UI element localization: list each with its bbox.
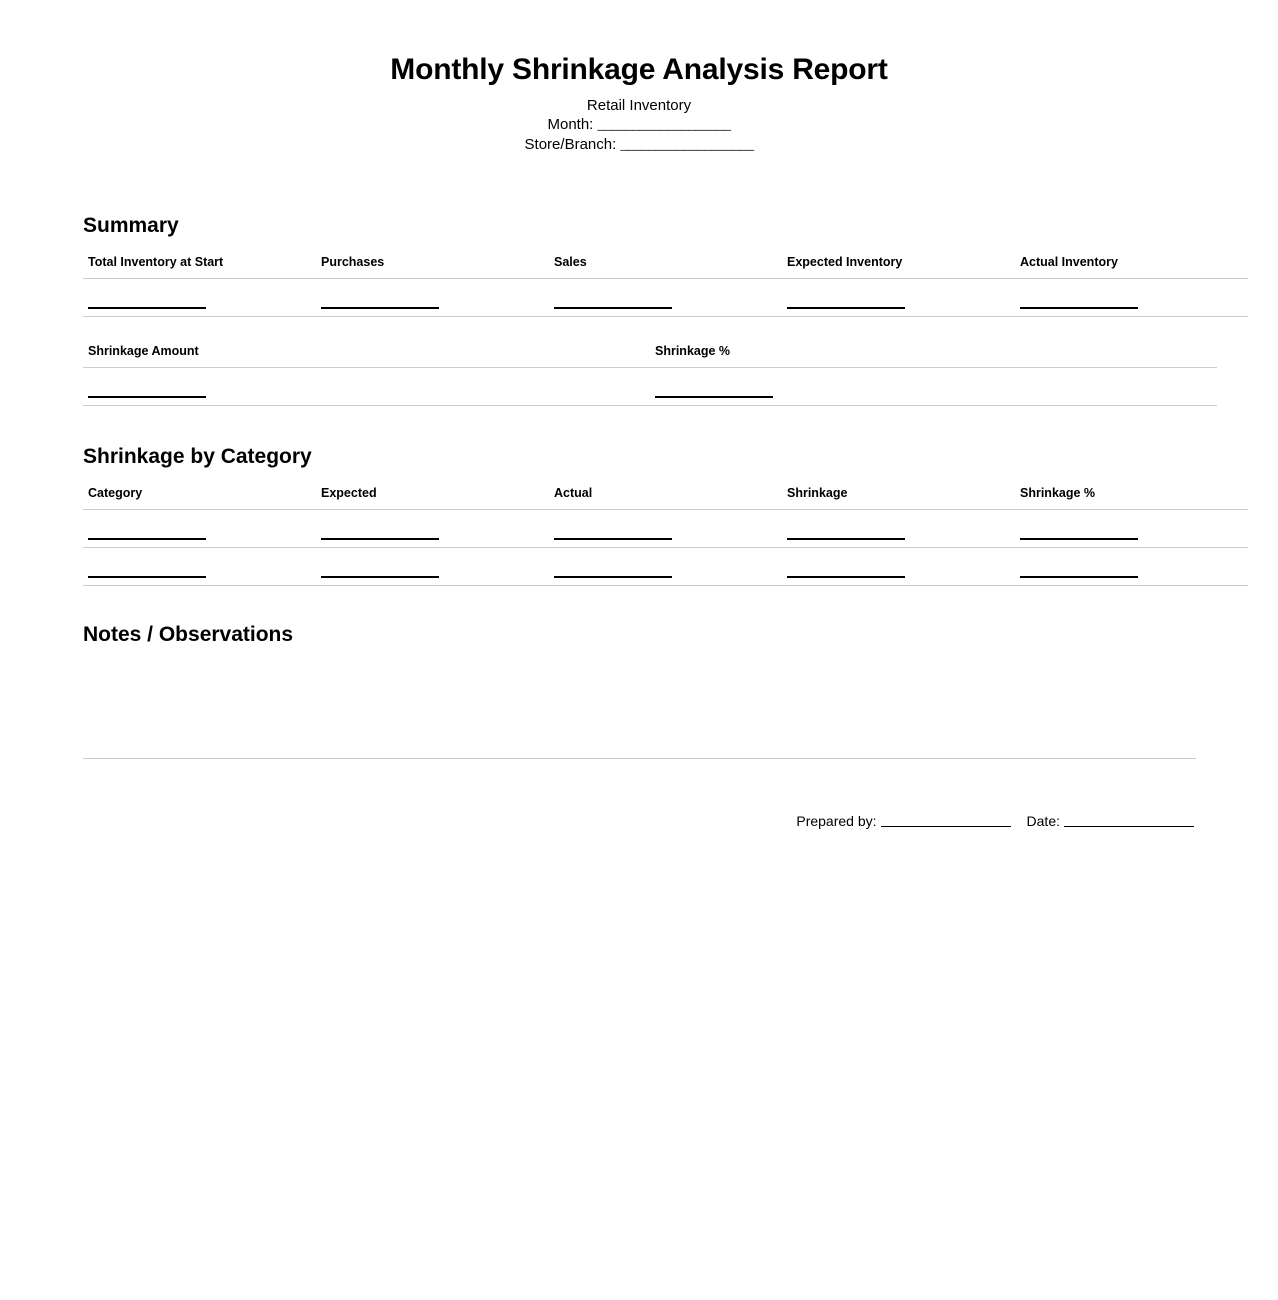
fill-in-line[interactable] — [321, 307, 439, 309]
spacer-above-summary — [0, 155, 1278, 213]
fill-in-line[interactable] — [1020, 307, 1138, 309]
cell-expected[interactable] — [316, 510, 549, 548]
category-table — [83, 483, 1248, 586]
prepared-by-input[interactable] — [881, 826, 1011, 827]
cell-shrinkage-amount[interactable] — [83, 368, 650, 406]
cell-purchases[interactable] — [316, 279, 549, 317]
notes-section — [83, 622, 1196, 759]
cell-category[interactable] — [83, 510, 316, 548]
cell-actual[interactable] — [549, 510, 782, 548]
table-header-row — [83, 483, 1248, 510]
summary-main-table — [83, 252, 1248, 317]
date-label: Date: — [1026, 813, 1060, 829]
document-footer — [83, 811, 1196, 831]
table-row — [83, 510, 1248, 548]
column-header-expected-inventory: Expected Inventory — [782, 252, 1015, 279]
fill-in-line[interactable] — [88, 396, 206, 398]
table-row — [83, 548, 1248, 586]
date-input[interactable] — [1064, 826, 1194, 827]
fill-in-line[interactable] — [787, 576, 905, 578]
document-subtitle: Retail Inventory — [586, 97, 692, 114]
table-row — [83, 368, 1217, 406]
fill-in-line[interactable] — [88, 307, 206, 309]
fill-in-line[interactable] — [554, 307, 672, 309]
cell-total-inventory-at-start[interactable] — [83, 279, 316, 317]
month-label: Month: — [547, 116, 594, 133]
fill-in-line[interactable] — [88, 576, 206, 578]
notes-input-area[interactable] — [83, 661, 1196, 759]
fill-in-line[interactable] — [787, 538, 905, 540]
column-header-actual-inventory: Actual Inventory — [1015, 252, 1248, 279]
prepared-by-label: Prepared by: — [796, 813, 877, 829]
column-header-category: Category — [83, 483, 316, 510]
summary-shrinkage-table-body — [83, 368, 1217, 406]
month-input[interactable]: ___________________ — [597, 117, 731, 133]
spacer-above-notes — [83, 586, 1196, 622]
cell-sales[interactable] — [549, 279, 782, 317]
column-header-purchases: Purchases — [316, 252, 549, 279]
fill-in-line[interactable] — [321, 538, 439, 540]
summary-section-title: Summary — [83, 214, 179, 237]
fill-in-line[interactable] — [88, 538, 206, 540]
cell-expected-inventory[interactable] — [782, 279, 1015, 317]
column-header-total-inventory-at-start: Total Inventory at Start — [83, 252, 316, 279]
cell-category[interactable] — [83, 548, 316, 586]
summary-shrinkage-table — [83, 341, 1217, 406]
summary-main-table-body — [83, 279, 1248, 317]
cell-actual[interactable] — [549, 548, 782, 586]
summary-main-table-head — [83, 252, 1248, 279]
cell-actual-inventory[interactable] — [1015, 279, 1248, 317]
cell-expected[interactable] — [316, 548, 549, 586]
fill-in-line[interactable] — [554, 538, 672, 540]
document-header — [0, 0, 1278, 155]
spacer-above-category — [83, 406, 1196, 444]
table-header-row — [83, 252, 1248, 279]
store-branch-input[interactable]: ___________________ — [620, 137, 754, 153]
cell-shrinkage-percent[interactable] — [650, 368, 1217, 406]
fill-in-line[interactable] — [655, 396, 773, 398]
fill-in-line[interactable] — [554, 576, 672, 578]
column-header-actual: Actual — [549, 483, 782, 510]
cell-shrinkage[interactable] — [782, 510, 1015, 548]
column-header-shrinkage-percent: Shrinkage % — [650, 341, 1217, 368]
column-header-shrinkage-percent: Shrinkage % — [1015, 483, 1248, 510]
column-header-expected: Expected — [316, 483, 549, 510]
column-header-sales: Sales — [549, 252, 782, 279]
cell-shrinkage-percent[interactable] — [1015, 548, 1248, 586]
table-header-row — [83, 341, 1217, 368]
category-section-title: Shrinkage by Category — [83, 445, 312, 468]
table-row — [83, 279, 1248, 317]
fill-in-line[interactable] — [787, 307, 905, 309]
cell-shrinkage-percent[interactable] — [1015, 510, 1248, 548]
category-table-head — [83, 483, 1248, 510]
category-section — [83, 444, 1196, 586]
fill-in-line[interactable] — [321, 576, 439, 578]
month-field-row — [0, 115, 1278, 135]
cell-shrinkage[interactable] — [782, 548, 1015, 586]
column-header-shrinkage-amount: Shrinkage Amount — [83, 341, 650, 368]
notes-section-title: Notes / Observations — [83, 623, 294, 646]
summary-shrinkage-table-head — [83, 341, 1217, 368]
fill-in-line[interactable] — [1020, 538, 1138, 540]
document-content — [83, 213, 1196, 759]
store-branch-field-row — [0, 135, 1278, 155]
page-title: Monthly Shrinkage Analysis Report — [390, 53, 888, 86]
category-table-body — [83, 510, 1248, 586]
fill-in-line[interactable] — [1020, 576, 1138, 578]
summary-section — [83, 213, 1196, 406]
column-header-shrinkage: Shrinkage — [782, 483, 1015, 510]
store-branch-label: Store/Branch: — [524, 136, 617, 153]
